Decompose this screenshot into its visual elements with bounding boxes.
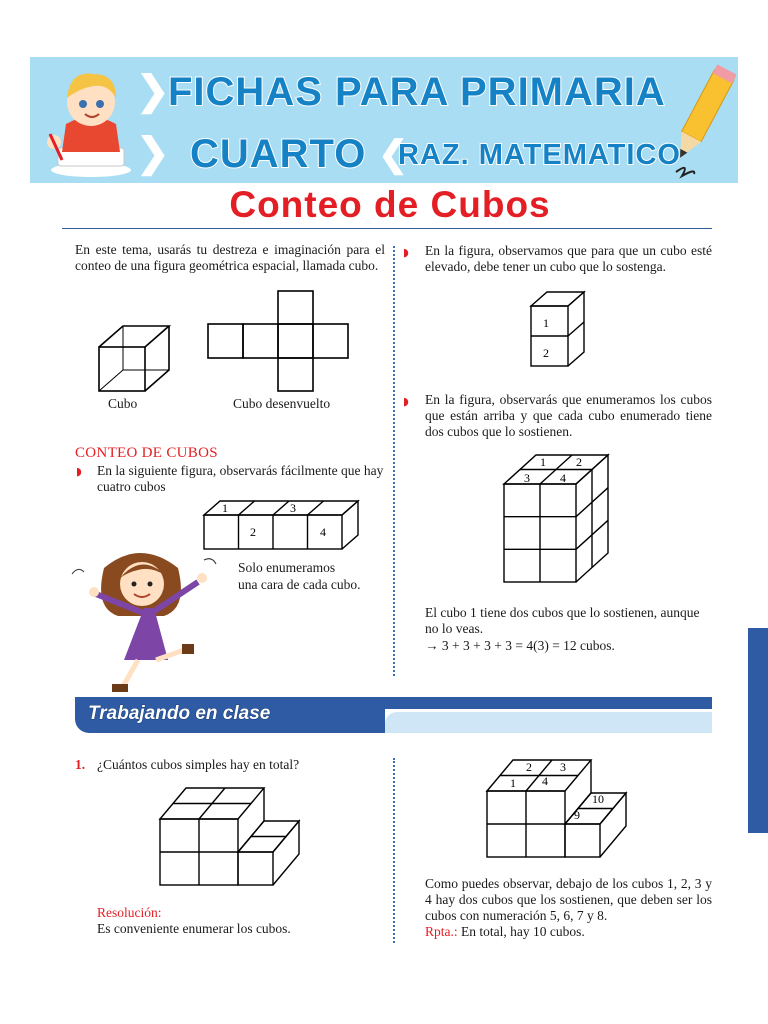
chevron-decoration-icon: ❯ bbox=[136, 69, 170, 113]
cube-label: Cubo bbox=[108, 396, 138, 411]
note-line-2: una cara de cada cubo. bbox=[238, 577, 361, 592]
answer-text: En total, hay 10 cubos. bbox=[461, 924, 585, 939]
stepped-cubes-figure bbox=[157, 785, 303, 887]
bullet-icon: ◗ bbox=[403, 395, 409, 408]
formula: → 3 + 3 + 3 + 3 = 4(3) = 12 cubos. bbox=[425, 638, 615, 653]
bullet-text: En la siguiente figura, observarás fácilmente que hay cuatro cubos bbox=[97, 463, 384, 494]
bullet-icon: ◗ bbox=[403, 246, 409, 259]
note-line-1: Solo enumeramos bbox=[238, 560, 336, 575]
column-divider bbox=[393, 246, 395, 676]
cube-number: 2 bbox=[543, 346, 549, 360]
numbered-stepped-cubes-figure bbox=[484, 757, 630, 859]
cube-number: 1 bbox=[510, 776, 516, 790]
banner-subject: RAZ. MATEMATICO bbox=[398, 139, 681, 171]
cube-number: 3 bbox=[560, 760, 566, 774]
banner-title: FICHAS PARA PRIMARIA bbox=[168, 70, 666, 114]
cube-number: 3 bbox=[524, 471, 530, 485]
right-bullet-1: En la figura, observamos que para que un cubo esté elevado, debe tener un cubo que lo sostenga. bbox=[425, 243, 712, 274]
cube-number: 4 bbox=[320, 525, 326, 539]
exercise-number: 1. bbox=[75, 757, 86, 772]
section-band-tab bbox=[385, 712, 712, 733]
twelve-cube-block-figure bbox=[500, 452, 612, 588]
title-divider bbox=[62, 228, 712, 229]
stacked-cubes-figure bbox=[528, 290, 588, 370]
exercise-explanation: Como puedes observar, debajo de los cubos 1, 2, 3 y 4 hay dos cubos que los sostienen, que deben ser los cubos con numeración 5, 6, 7 y 8. bbox=[425, 876, 712, 923]
answer-line bbox=[425, 924, 585, 940]
right-explanation: El cubo 1 tiene dos cubos que lo sostienen, aunque no lo veas. bbox=[425, 605, 700, 636]
bullet-icon: ◗ bbox=[76, 465, 82, 478]
cube-number: 3 bbox=[290, 501, 296, 515]
cube-number: 1 bbox=[543, 316, 549, 330]
answer-label: Rpta.: bbox=[425, 924, 458, 939]
net-label: Cubo desenvuelto bbox=[233, 396, 331, 411]
boy-writing-illustration bbox=[36, 60, 146, 180]
banner-grade: CUARTO bbox=[190, 132, 367, 176]
section-band-right bbox=[385, 697, 712, 709]
chevron-decoration-icon: ❯ bbox=[136, 131, 170, 175]
right-bullet-2: En la figura, observarás que enumeramos los cubos que están arriba y que cada cubo enumerado tiene dos cubos que lo sostienen. bbox=[425, 392, 712, 439]
cube-number: 1 bbox=[540, 455, 546, 469]
girl-dancing-illustration bbox=[66, 538, 226, 698]
pencil-icon bbox=[660, 62, 736, 180]
exercise-question: ¿Cuántos cubos simples hay en total? bbox=[97, 757, 300, 772]
cube-number: 9 bbox=[574, 808, 580, 822]
resolution-label: Resolución: bbox=[97, 905, 162, 920]
cube-number: 10 bbox=[592, 792, 604, 806]
cube-number: 4 bbox=[560, 471, 566, 485]
cube-number: 1 bbox=[222, 501, 228, 515]
cube-number: 2 bbox=[576, 455, 582, 469]
intro-paragraph: En este tema, usarás tu destreza e imaginación para el conteo de una figura geométrica espacial, llamada cubo. bbox=[75, 242, 385, 273]
cube-number: 2 bbox=[250, 525, 256, 539]
resolution-text: Es conveniente enumerar los cubos. bbox=[97, 921, 291, 936]
cube-number: 4 bbox=[542, 774, 548, 788]
section-heading: CONTEO DE CUBOS bbox=[75, 445, 218, 461]
page-title: Conteo de Cubos bbox=[229, 184, 551, 225]
chevron-decoration-icon: ❮ bbox=[378, 133, 409, 174]
section-band-label: Trabajando en clase bbox=[88, 703, 271, 724]
column-divider bbox=[393, 758, 395, 943]
cube-net-figure bbox=[206, 290, 352, 394]
cube-figure bbox=[96, 323, 176, 395]
cube-number: 2 bbox=[526, 760, 532, 774]
side-tab bbox=[748, 628, 768, 833]
